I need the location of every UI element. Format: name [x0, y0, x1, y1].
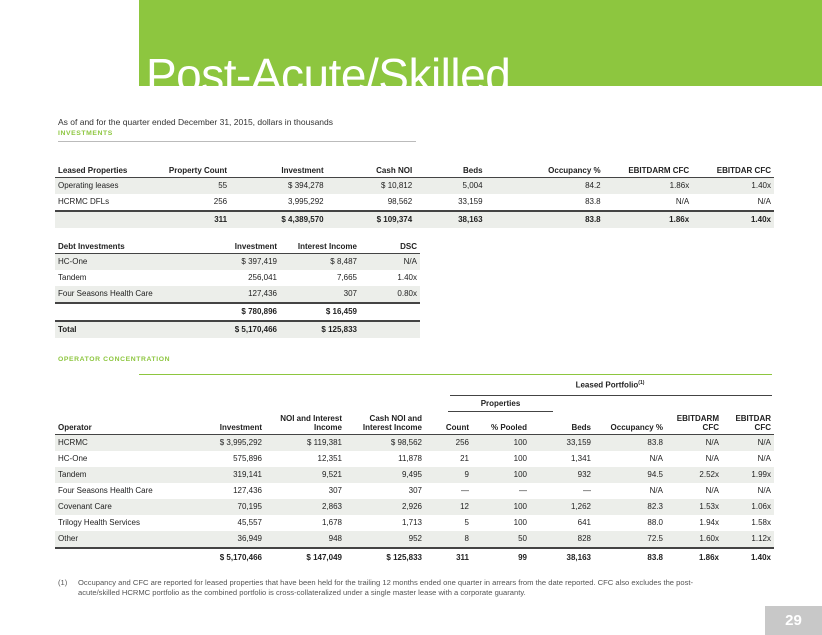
table-cell: Four Seasons Health Care: [58, 486, 153, 495]
table-cell: 1.40x: [692, 177, 774, 194]
table-cell: [360, 321, 420, 338]
table-cell: Four Seasons Health Care: [55, 286, 205, 303]
table-cell: Total: [55, 321, 205, 338]
table-cell: $ 125,833: [280, 321, 360, 338]
leased-portfolio-rule: [450, 395, 772, 396]
table-cell: Tandem: [55, 467, 195, 483]
table-cell: $ 147,049: [265, 548, 345, 566]
table-cell: N/A: [360, 253, 420, 270]
table-cell: Other: [55, 531, 195, 548]
table-cell: [55, 303, 205, 321]
leased-portfolio-header: [480, 380, 740, 390]
table-cell: 1.40x: [397, 273, 417, 282]
table-cell: 83.8: [594, 434, 666, 451]
table-cell: 307: [408, 486, 422, 495]
table-cell: $ 16,459: [280, 303, 360, 321]
operator-header: EBITDARM CFC: [666, 404, 722, 434]
table-cell: 100: [513, 518, 527, 527]
investments-header: Beds: [415, 153, 485, 177]
operator-concentration-table: [55, 404, 774, 566]
page-number: 29: [785, 612, 802, 629]
table-cell: 127,436: [205, 286, 280, 303]
table-cell: $ 109,374: [327, 211, 416, 228]
table-cell: 1.99x: [722, 467, 774, 483]
table-cell: 1,262: [530, 499, 594, 515]
table-cell: 311: [425, 548, 472, 566]
table-cell: N/A: [649, 486, 663, 495]
table-cell: 1.86x: [604, 211, 693, 228]
table-cell: HC-One: [58, 454, 88, 463]
table-cell: 50: [472, 531, 530, 548]
table-cell: 1.60x: [666, 531, 722, 548]
table-cell: —: [461, 486, 469, 495]
table-cell: $ 394,278: [230, 177, 327, 194]
table-cell: 70,195: [195, 499, 265, 515]
table-cell: 256: [213, 197, 228, 206]
table-cell: Trilogy Health Services: [58, 518, 140, 527]
table-row: [55, 499, 774, 515]
table-row: [55, 467, 774, 483]
page-number-box: [765, 606, 822, 635]
table-cell: HCRMC DFLs: [58, 197, 110, 206]
table-cell: 307: [328, 486, 342, 495]
table-cell: 311: [157, 211, 230, 228]
table-cell: 83.8: [585, 197, 601, 206]
debt-header: Investment: [205, 231, 280, 253]
table-cell: N/A: [705, 486, 719, 495]
table-cell: $ 10,812: [327, 177, 416, 194]
operator-header: % Pooled: [472, 404, 530, 434]
table-cell: 9: [425, 467, 472, 483]
table-cell: 2,863: [265, 499, 345, 515]
table-cell: 99: [472, 548, 530, 566]
table-cell: 5,004: [415, 177, 485, 194]
table-cell: 932: [530, 467, 594, 483]
table-row: [55, 483, 774, 499]
table-cell: 828: [530, 531, 594, 548]
table-cell: 38,163: [415, 211, 485, 228]
investments-table: [55, 153, 774, 228]
page-subtitle: As of and for the quarter ended December 31, 2015, dollars in thousands: [58, 117, 334, 127]
table-cell: 5: [464, 518, 469, 527]
investments-section-rule: [58, 141, 416, 142]
table-cell: [55, 211, 157, 228]
table-cell: Tandem: [58, 273, 87, 282]
operator-header: Investment: [195, 404, 265, 434]
table-cell: N/A: [666, 434, 722, 451]
operator-header: EBITDAR CFC: [722, 404, 774, 434]
table-cell: 12: [425, 499, 472, 515]
table-cell: $ 98,562: [345, 434, 425, 451]
table-cell: 1,713: [401, 518, 422, 527]
table-cell: 82.3: [594, 499, 666, 515]
investments-header: Cash NOI: [327, 153, 416, 177]
table-cell: 33,159: [458, 197, 483, 206]
table-cell: $ 3,995,292: [195, 434, 265, 451]
investments-header: Occupancy %: [486, 153, 604, 177]
table-row: [55, 451, 774, 467]
table-cell: N/A: [705, 454, 719, 463]
table-cell: 45,557: [237, 518, 262, 527]
table-cell: 100: [513, 454, 527, 463]
table-cell: HC-One: [55, 253, 205, 270]
operator-header: Count: [425, 404, 472, 434]
table-cell: $ 8,487: [280, 253, 360, 270]
total-row: [55, 548, 774, 566]
table-row: [55, 194, 774, 211]
total-row: [55, 321, 420, 338]
table-row: [55, 434, 774, 451]
table-cell: N/A: [675, 197, 690, 206]
table-cell: 1.40x: [722, 548, 774, 566]
table-cell: 100: [472, 499, 530, 515]
table-cell: —: [583, 486, 591, 495]
table-cell: 1.58x: [751, 518, 771, 527]
table-cell: 36,949: [195, 531, 265, 548]
table-cell: 8: [425, 531, 472, 548]
debt-header: DSC: [360, 231, 420, 253]
table-cell: Covenant Care: [55, 499, 195, 515]
table-cell: 7,665: [336, 273, 357, 282]
table-row: [55, 177, 774, 194]
debt-investments-table: [55, 231, 420, 338]
table-cell: [360, 303, 420, 321]
footnote-text: Occupancy and CFC are reported for leased properties that have been held for the trailing 12 months ended one quarter in arrears from the date reported. CFC also excludes the post-acute/skilled HCRMC portfolio as the combined portfolio is cross-collateralized under a single master lease with a corporate guaranty.: [78, 578, 694, 597]
table-cell: 21: [460, 454, 469, 463]
table-cell: 72.5: [594, 531, 666, 548]
table-cell: 127,436: [233, 486, 262, 495]
table-row: [55, 253, 420, 270]
table-cell: $ 5,170,466: [195, 548, 265, 566]
operator-header: Occupancy %: [594, 404, 666, 434]
operator-section-rule: [139, 374, 772, 375]
table-cell: $ 5,170,466: [205, 321, 280, 338]
table-cell: $ 119,381: [265, 434, 345, 451]
investments-header: EBITDAR CFC: [692, 153, 774, 177]
table-cell: N/A: [757, 486, 771, 495]
investments-header: Property Count: [157, 153, 230, 177]
table-cell: —: [519, 486, 527, 495]
table-cell: 94.5: [594, 467, 666, 483]
total-row: [55, 211, 774, 228]
table-cell: 1,678: [321, 518, 342, 527]
table-cell: 98,562: [387, 197, 413, 206]
leased-portfolio-label: Leased Portfolio: [575, 380, 639, 390]
investments-header: Investment: [230, 153, 327, 177]
table-cell: N/A: [757, 197, 771, 206]
table-cell: 1.12x: [722, 531, 774, 548]
subtotal-row: [55, 303, 420, 321]
footnote-marker: (1): [638, 380, 645, 386]
table-cell: 1.06x: [722, 499, 774, 515]
table-row: [55, 531, 774, 548]
table-row: [55, 515, 774, 531]
table-cell: 83.8: [486, 211, 604, 228]
table-cell: N/A: [649, 454, 663, 463]
table-cell: 88.0: [647, 518, 663, 527]
properties-header: Properties: [480, 399, 521, 408]
table-cell: $ 780,896: [205, 303, 280, 321]
table-cell: 100: [472, 434, 530, 451]
table-cell: 3,995,292: [288, 197, 324, 206]
operator-header: Cash NOI and Interest Income: [345, 404, 425, 434]
table-cell: [55, 548, 195, 566]
table-cell: 33,159: [530, 434, 594, 451]
table-cell: 1.86x: [666, 548, 722, 566]
table-cell: 256,041: [248, 273, 277, 282]
page-title: Post-Acute/Skilled: [146, 49, 511, 101]
table-cell: 1.94x: [699, 518, 719, 527]
table-cell: HCRMC: [55, 434, 195, 451]
footnote-number: (1): [58, 578, 68, 587]
table-cell: 84.2: [486, 177, 604, 194]
table-cell: 2,926: [345, 499, 425, 515]
operator-header: Operator: [55, 404, 195, 434]
table-cell: 11,878: [398, 454, 422, 463]
table-cell: N/A: [757, 454, 771, 463]
table-cell: 1.40x: [692, 211, 774, 228]
table-cell: 1,341: [570, 454, 591, 463]
table-cell: 55: [157, 177, 230, 194]
investments-header: EBITDARM CFC: [604, 153, 693, 177]
table-cell: N/A: [722, 434, 774, 451]
table-cell: 319,141: [195, 467, 265, 483]
table-cell: $ 397,419: [205, 253, 280, 270]
table-cell: 952: [345, 531, 425, 548]
table-cell: 575,896: [233, 454, 262, 463]
table-cell: 12,351: [317, 454, 342, 463]
table-cell: Operating leases: [55, 177, 157, 194]
table-row: [55, 286, 420, 303]
table-cell: 1.86x: [604, 177, 693, 194]
table-cell: 2.52x: [666, 467, 722, 483]
table-cell: 0.80x: [360, 286, 420, 303]
debt-header: Debt Investments: [55, 231, 205, 253]
table-cell: 83.8: [594, 548, 666, 566]
table-cell: 100: [472, 467, 530, 483]
table-cell: 9,521: [265, 467, 345, 483]
investments-header: Leased Properties: [55, 153, 157, 177]
table-cell: 38,163: [530, 548, 594, 566]
table-cell: 307: [280, 286, 360, 303]
table-cell: 9,495: [345, 467, 425, 483]
table-cell: 641: [577, 518, 591, 527]
table-cell: $ 125,833: [345, 548, 425, 566]
debt-header: Interest Income: [280, 231, 360, 253]
investments-section-label: INVESTMENTS: [58, 130, 113, 137]
operator-header: NOI and Interest Income: [265, 404, 345, 434]
operator-section-label: OPERATOR CONCENTRATION: [58, 356, 171, 363]
operator-header: Beds: [530, 404, 594, 434]
table-cell: 1.53x: [666, 499, 722, 515]
table-row: [55, 270, 420, 286]
table-cell: 256: [425, 434, 472, 451]
table-cell: $ 4,389,570: [230, 211, 327, 228]
table-cell: 948: [265, 531, 345, 548]
